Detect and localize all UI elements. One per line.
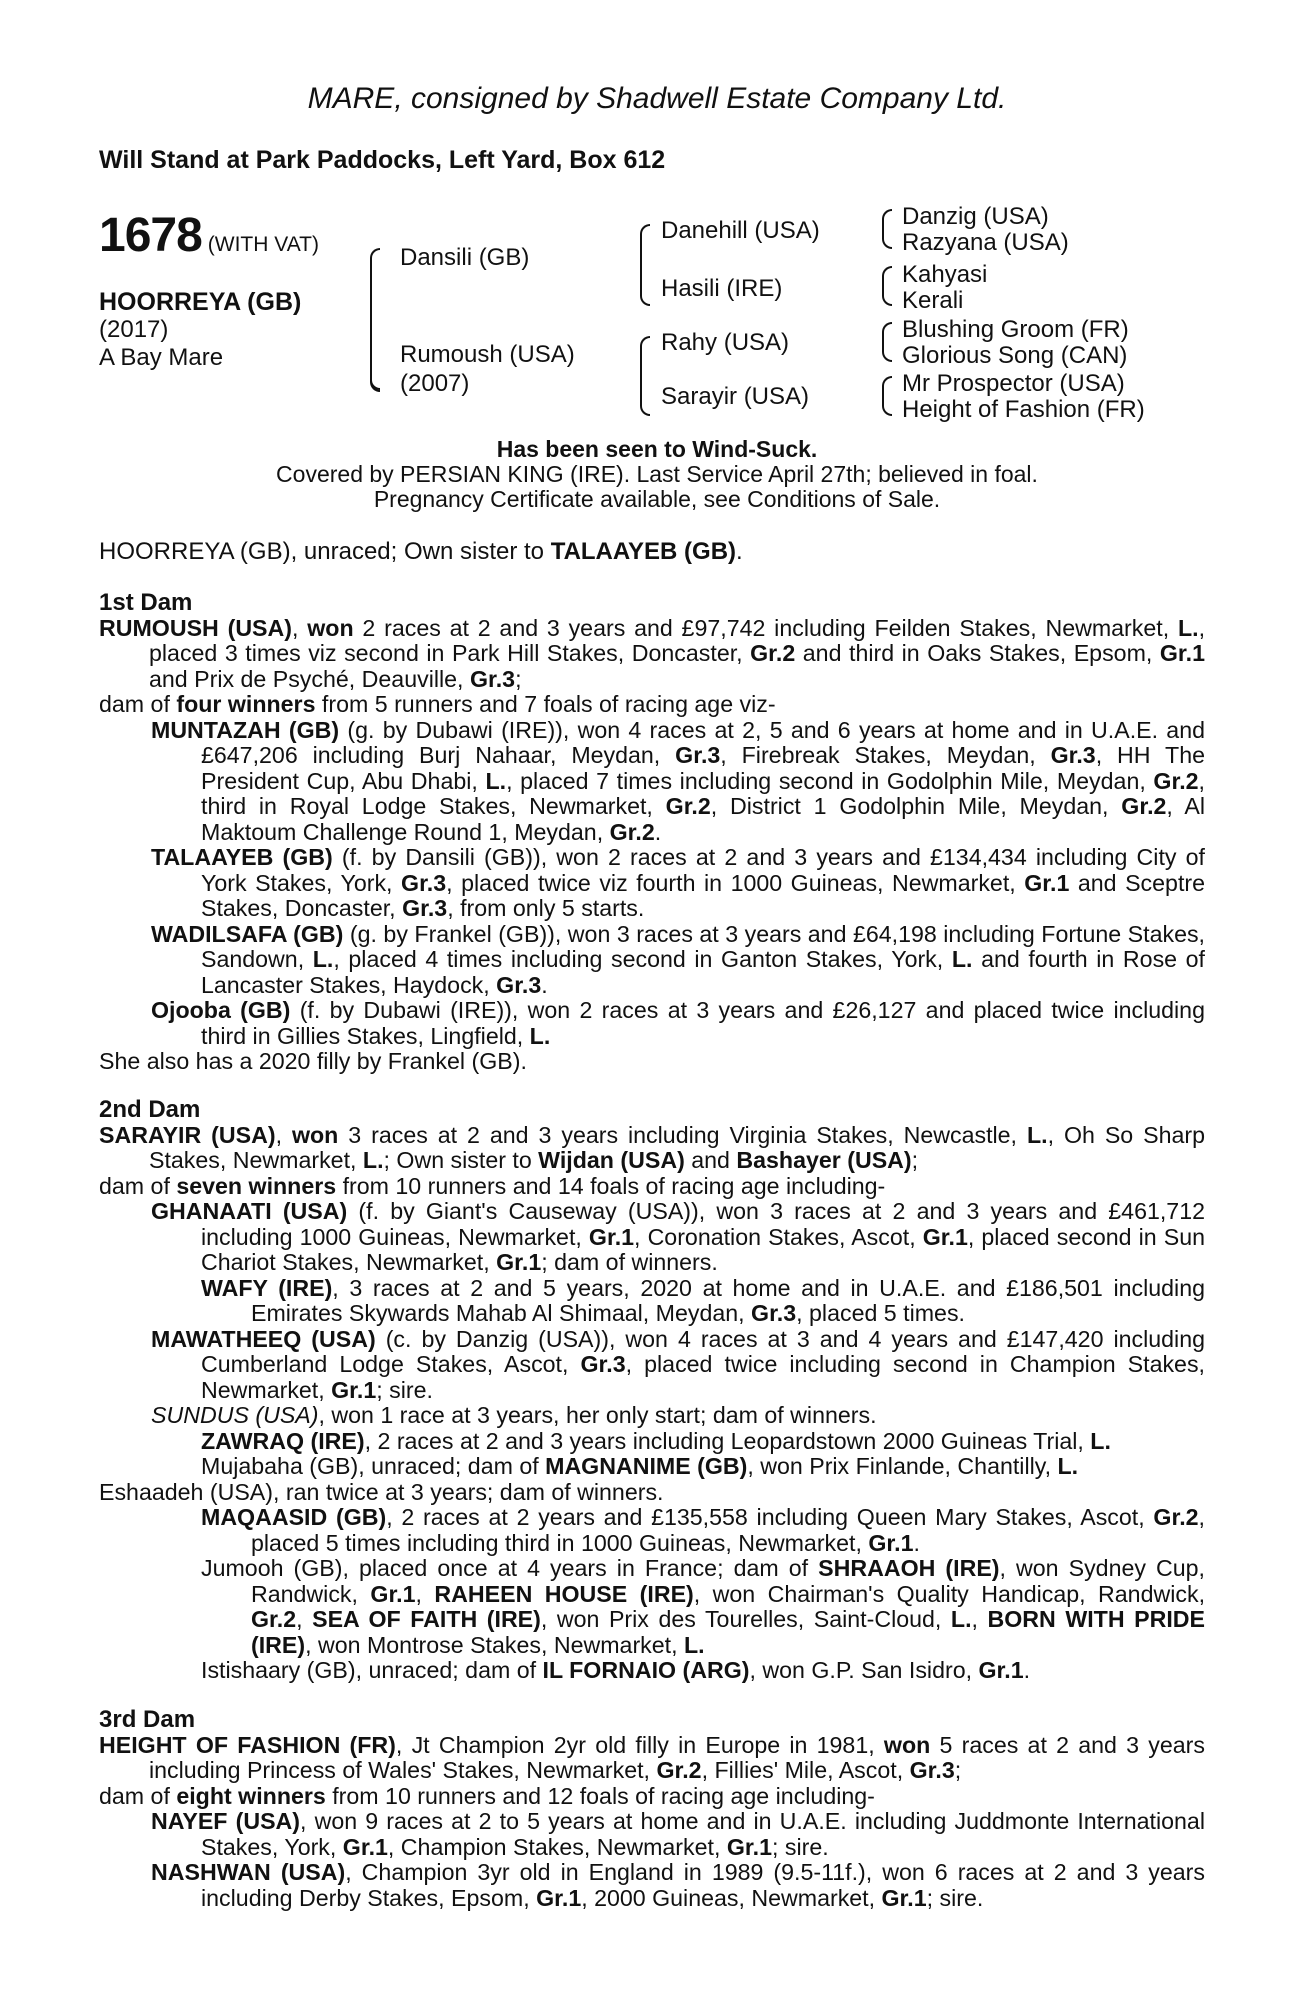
produce-wafy: WAFY (IRE), 3 races at 2 and 5 years, 2020 at home and in U.A.E. and £186,501 including Emirates Skywards Mahab Al Shimaal, Meydan, Gr.3, placed 5 times. (201, 1274, 1205, 1326)
produce-talaayeb: TALAAYEB (GB) (f. by Dansili (GB)), won 2 races at 2 and 3 years and £134,434 including City of York Stakes, York, Gr.3, placed twice viz fourth in 1000 Guineas, Newmarket, Gr.1 and Sceptre Stakes, Doncaster, Gr.3, from only 5 starts. (151, 844, 1206, 921)
produce-mujabaha: Mujabaha (GB), unraced; dam of MAGNANIME (GB), won Prix Finlande, Chantilly, L. (201, 1453, 1079, 1479)
wind-suck-note: Has been seen to Wind-Suck. (496, 436, 818, 462)
produce-zawraq: ZAWRAQ (IRE), 2 races at 2 and 3 years including Leopardstown 2000 Guineas Trial, L. (201, 1427, 1111, 1454)
horse-summary (99, 538, 743, 566)
horse-year: (2017) (99, 316, 169, 343)
pedigree-gg3: Kahyasi (902, 261, 988, 288)
produce-sundus: SUNDUS (USA), won 1 race at 3 years, her only start; dam of winners. (151, 1402, 877, 1428)
third-dam-section (99, 1707, 1205, 1911)
brace-sire (640, 224, 650, 306)
pedigree-gg5: Blushing Groom (FR) (902, 316, 1129, 343)
horse-name: HOORREYA (GB) (99, 288, 302, 316)
brace-dam (640, 336, 650, 416)
brace-gg4 (882, 376, 892, 416)
pedigree-gg6: Glorious Song (CAN) (902, 342, 1128, 369)
third-dam-produce: dam of eight winners from 10 runners and 12 foals of racing age including- (99, 1782, 875, 1809)
pedigree-dam-dam: Sarayir (USA) (661, 383, 810, 410)
produce-nashwan: NASHWAN (USA), Champion 3yr old in England in 1989 (9.5-11f.), won 6 races at 2 and 3 years including Derby Stakes, Epsom, Gr.1, 2000 Guineas, Newmarket, Gr.1; sire. (151, 1859, 1205, 1911)
vat-label: (WITH VAT) (207, 233, 319, 256)
pedigree-dam-year: (2007) (400, 370, 470, 397)
pedigree-gg7: Mr Prospector (USA) (902, 370, 1125, 397)
produce-mawatheeq: MAWATHEEQ (USA) (c. by Danzig (USA)), won 4 races at 3 and 4 years and £147,420 including Cumberland Lodge Stakes, Ascot, Gr.3, placed twice including second in Champion Stakes, Newmarket, Gr.1; sire. (151, 1325, 1205, 1403)
summary-end: . (736, 538, 743, 565)
first-dam-title: 1st Dam (99, 589, 193, 616)
second-dam-record: SARAYIR (USA), won 3 races at 2 and 3 years including Virginia Stakes, Newcastle, L., Oh So Sharp Stakes, Newmarket, L.; Own sister to Wijdan (USA) and Bashayer (USA); (99, 1121, 1206, 1173)
third-dam-title: 3rd Dam (99, 1706, 196, 1733)
lot-number-block (99, 208, 319, 263)
pedigree-gg2: Razyana (USA) (902, 229, 1069, 256)
pedigree-sire: Dansili (GB) (400, 244, 530, 271)
brace-main-bottom (370, 318, 380, 390)
pedigree-gg8: Height of Fashion (FR) (902, 396, 1145, 423)
pedigree-dam-sire: Rahy (USA) (661, 329, 790, 356)
consignor-line: MARE, consigned by Shadwell Estate Company Ltd. (307, 82, 1007, 115)
summary-text: HOORREYA (GB), unraced; Own sister to (99, 538, 551, 565)
produce-eshaadeh: Eshaadeh (USA), ran twice at 3 years; dam of winners. (99, 1478, 664, 1505)
produce-nayef: NAYEF (USA), won 9 races at 2 to 5 years at home and in U.A.E. including Juddmonte International Stakes, York, Gr.1, Champion Stakes, Newmarket, Gr.1; sire. (151, 1808, 1205, 1860)
pedigree-sire-sire: Danehill (USA) (661, 217, 820, 244)
horse-description: A Bay Mare (99, 344, 224, 371)
first-dam-filly-note: She also has a 2020 filly by Frankel (GB). (99, 1048, 527, 1074)
stand-location: Will Stand at Park Paddocks, Left Yard, Box 612 (99, 146, 666, 174)
lot-number: 1678 (99, 209, 202, 262)
first-dam-section (99, 590, 1205, 1075)
first-dam-record: RUMOUSH (USA), won 2 races at 2 and 3 years and £97,742 including Feilden Stakes, Newmarket, L., placed 3 times viz second in Park Hill Stakes, Doncaster, Gr.2 and third in Oaks Stakes, Epsom, Gr.1 and Prix de Psyché, Deauville, Gr.3; (99, 614, 1206, 692)
produce-wadilsafa: WADILSAFA (GB) (g. by Frankel (GB)), won 3 races at 3 years and £64,198 including Fortune Stakes, Sandown, L., placed 4 times including second in Ganton Stakes, York, L. and fourth in Rose of Lancaster Stakes, Haydock, Gr.3. (151, 920, 1206, 998)
second-dam-produce: dam of seven winners from 10 runners and 14 foals of racing age including- (99, 1172, 886, 1199)
produce-ojooba: Ojooba (GB) (f. by Dubawi (IRE)), won 2 races at 3 years and £26,127 and placed twice including third in Gillies Stakes, Lingfield, L. (151, 997, 1205, 1049)
brace-gg1 (882, 209, 892, 249)
pedigree-gg1: Danzig (USA) (902, 203, 1049, 230)
produce-jumooh: Jumooh (GB), placed once at 4 years in France; dam of SHRAAOH (IRE), won Sydney Cup, Randwick, Gr.1, RAHEEN HOUSE (IRE), won Chairman's Quality Handicap, Randwick, Gr.2, SEA OF FAITH (IRE), won Prix des Tourelles, Saint-Cloud, L., BORN WITH PRIDE (IRE), won Montrose Stakes, Newmarket, L. (201, 1555, 1206, 1658)
pedigree-dam: Rumoush (USA) (400, 341, 575, 368)
first-dam-produce: dam of four winners from 5 runners and 7 foals of racing age viz- (99, 691, 776, 717)
produce-ghanaati: GHANAATI (USA) (f. by Giant's Causeway (USA)), won 3 races at 2 and 3 years and £461,712 including 1000 Guineas, Newmarket, Gr.1, Coronation Stakes, Ascot, Gr.1, placed second in Sun Chariot Stakes, Newmarket, Gr.1; dam of winners. (151, 1198, 1205, 1275)
covered-note: Covered by PERSIAN KING (IRE). Last Service April 27th; believed in foal. (276, 461, 1038, 487)
summary-sister: TALAAYEB (GB) (550, 538, 737, 565)
brace-gg2 (882, 266, 892, 306)
produce-maqaasid: MAQAASID (GB), 2 races at 2 years and £135,558 including Queen Mary Stakes, Ascot, Gr.2, placed 5 times including third in 1000 Guineas, Newmarket, Gr.1. (201, 1504, 1205, 1556)
produce-istishaary: Istishaary (GB), unraced; dam of IL FORNAIO (ARG), won G.P. San Isidro, Gr.1. (201, 1657, 1031, 1683)
second-dam-section (99, 1097, 1205, 1684)
horse-info (99, 288, 301, 372)
sale-notes (0, 437, 1314, 512)
pregnancy-note: Pregnancy Certificate available, see Conditions of Sale. (373, 486, 941, 512)
pedigree-sire-dam: Hasili (IRE) (661, 275, 783, 302)
third-dam-record: HEIGHT OF FASHION (FR), Jt Champion 2yr old filly in Europe in 1981, won 5 races at 2 and 3 years including Princess of Wales' Stakes, Newmarket, Gr.2, Fillies' Mile, Ascot, Gr.3; (99, 1731, 1205, 1783)
produce-muntazah: MUNTAZAH (GB) (g. by Dubawi (IRE)), won 4 races at 2, 5 and 6 years at home and in U.A.E. and £647,206 including Burj Nahaar, Meydan, Gr.3, Firebreak Stakes, Meydan, Gr.3, HH The President Cup, Abu Dhabi, L., placed 7 times including second in Godolphin Mile, Meydan, Gr.2, third in Royal Lodge Stakes, Newmarket, Gr.2, District 1 Godolphin Mile, Meydan, Gr.2, Al Maktoum Challenge Round 1, Meydan, Gr.2. (151, 716, 1205, 845)
brace-gg3 (882, 322, 892, 362)
second-dam-title: 2nd Dam (99, 1096, 201, 1123)
pedigree-gg4: Kerali (902, 287, 964, 314)
